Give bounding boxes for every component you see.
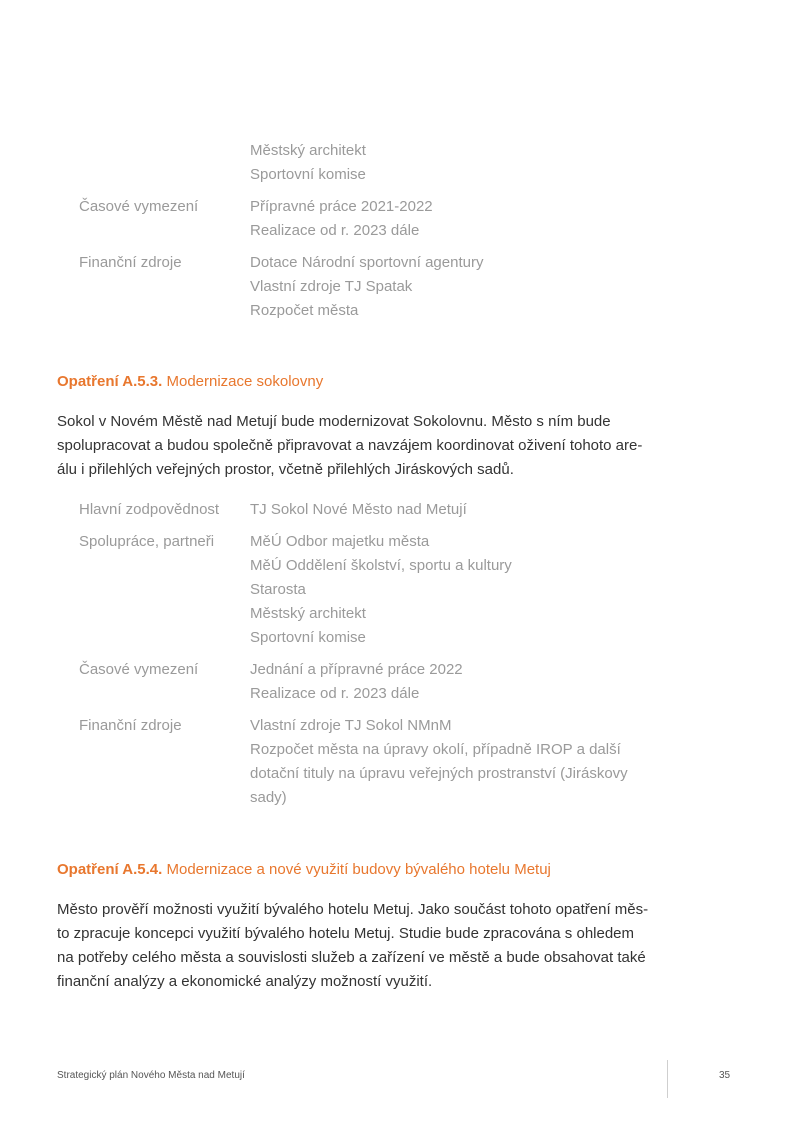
paragraph-line: álu i přilehlých veřejných prostor, včetně přilehlých Jiráskových sadů. — [57, 461, 514, 478]
paragraph-line: Sokol v Novém Městě nad Metují bude modernizovat Sokolovnu. Město s ním bude — [57, 413, 611, 430]
row-value: MěÚ Odbor majetku města — [250, 533, 430, 550]
paragraph-line: finanční analýzy a ekonomické analýzy možností využití. — [57, 973, 433, 990]
paragraph-line: spolupracovat a budou společně připravovat a navzájem koordinovat oživení tohoto are- — [57, 437, 643, 454]
row-value: MěÚ Oddělení školství, sportu a kultury — [250, 557, 512, 574]
block1-row — [79, 195, 719, 243]
section-heading-a54 — [57, 860, 551, 880]
a53-row — [79, 498, 719, 522]
a53-row — [79, 714, 719, 810]
measure-title: Modernizace sokolovny — [166, 373, 324, 390]
a53-row — [79, 658, 719, 706]
row-value: Rozpočet města na úpravy okolí, případně IROP a další — [250, 741, 621, 758]
row-value: Dotace Národní sportovní agentury — [250, 254, 484, 271]
row-value: Vlastní zdroje TJ Sokol NMnM — [250, 717, 452, 734]
row-label: Časové vymezení — [79, 198, 199, 215]
row-value: sady) — [250, 789, 287, 806]
section-heading-a53 — [57, 372, 323, 392]
row-value: Starosta — [250, 581, 306, 598]
paragraph-a53 — [57, 410, 677, 482]
footer-document-title: Strategický plán Nového Města nad Metují — [57, 1070, 245, 1081]
row-label: Finanční zdroje — [79, 717, 182, 734]
block1-table — [79, 139, 719, 323]
row-value: dotační tituly na úpravu veřejných prostranství (Jiráskovy — [250, 765, 628, 782]
row-label: Časové vymezení — [79, 661, 199, 678]
footer-divider — [667, 1060, 668, 1098]
row-label: Spolupráce, partneři — [79, 533, 215, 550]
paragraph-line: Město prověří možnosti využití bývalého hotelu Metuj. Jako součást tohoto opatření měs- — [57, 901, 649, 918]
row-value: TJ Sokol Nové Město nad Metují — [250, 501, 467, 518]
paragraph-line: na potřeby celého města a souvislosti služeb a zařízení ve městě a bude obsahovat také — [57, 949, 646, 966]
paragraph-line: to zpracuje koncepci využití bývalého hotelu Metuj. Studie bude zpracována s ohledem — [57, 925, 635, 942]
row-value: Sportovní komise — [250, 629, 366, 646]
row-label: Hlavní zodpovědnost — [79, 501, 220, 518]
measure-code: Opatření A.5.4. — [57, 861, 163, 878]
measure-code: Opatření A.5.3. — [57, 373, 163, 390]
block1-row — [79, 139, 719, 187]
row-label: Finanční zdroje — [79, 254, 182, 271]
page-number: 35 — [719, 1070, 731, 1081]
row-value: Rozpočet města — [250, 302, 359, 319]
a53-table — [79, 498, 719, 810]
a53-row — [79, 530, 719, 650]
measure-title: Modernizace a nové využití budovy bývalého hotelu Metuj — [166, 861, 551, 878]
row-value: Realizace od r. 2023 dále — [250, 222, 420, 239]
row-value: Přípravné práce 2021-2022 — [250, 198, 433, 215]
row-value: Městský architekt — [250, 605, 366, 622]
row-value: Sportovní komise — [250, 166, 366, 183]
row-label — [79, 139, 250, 187]
row-value: Realizace od r. 2023 dále — [250, 685, 420, 702]
block1-row — [79, 251, 719, 323]
row-value: Jednání a přípravné práce 2022 — [250, 661, 463, 678]
row-value: Městský architekt — [250, 142, 366, 159]
row-value: Vlastní zdroje TJ Spatak — [250, 278, 413, 295]
paragraph-a54 — [57, 898, 677, 994]
